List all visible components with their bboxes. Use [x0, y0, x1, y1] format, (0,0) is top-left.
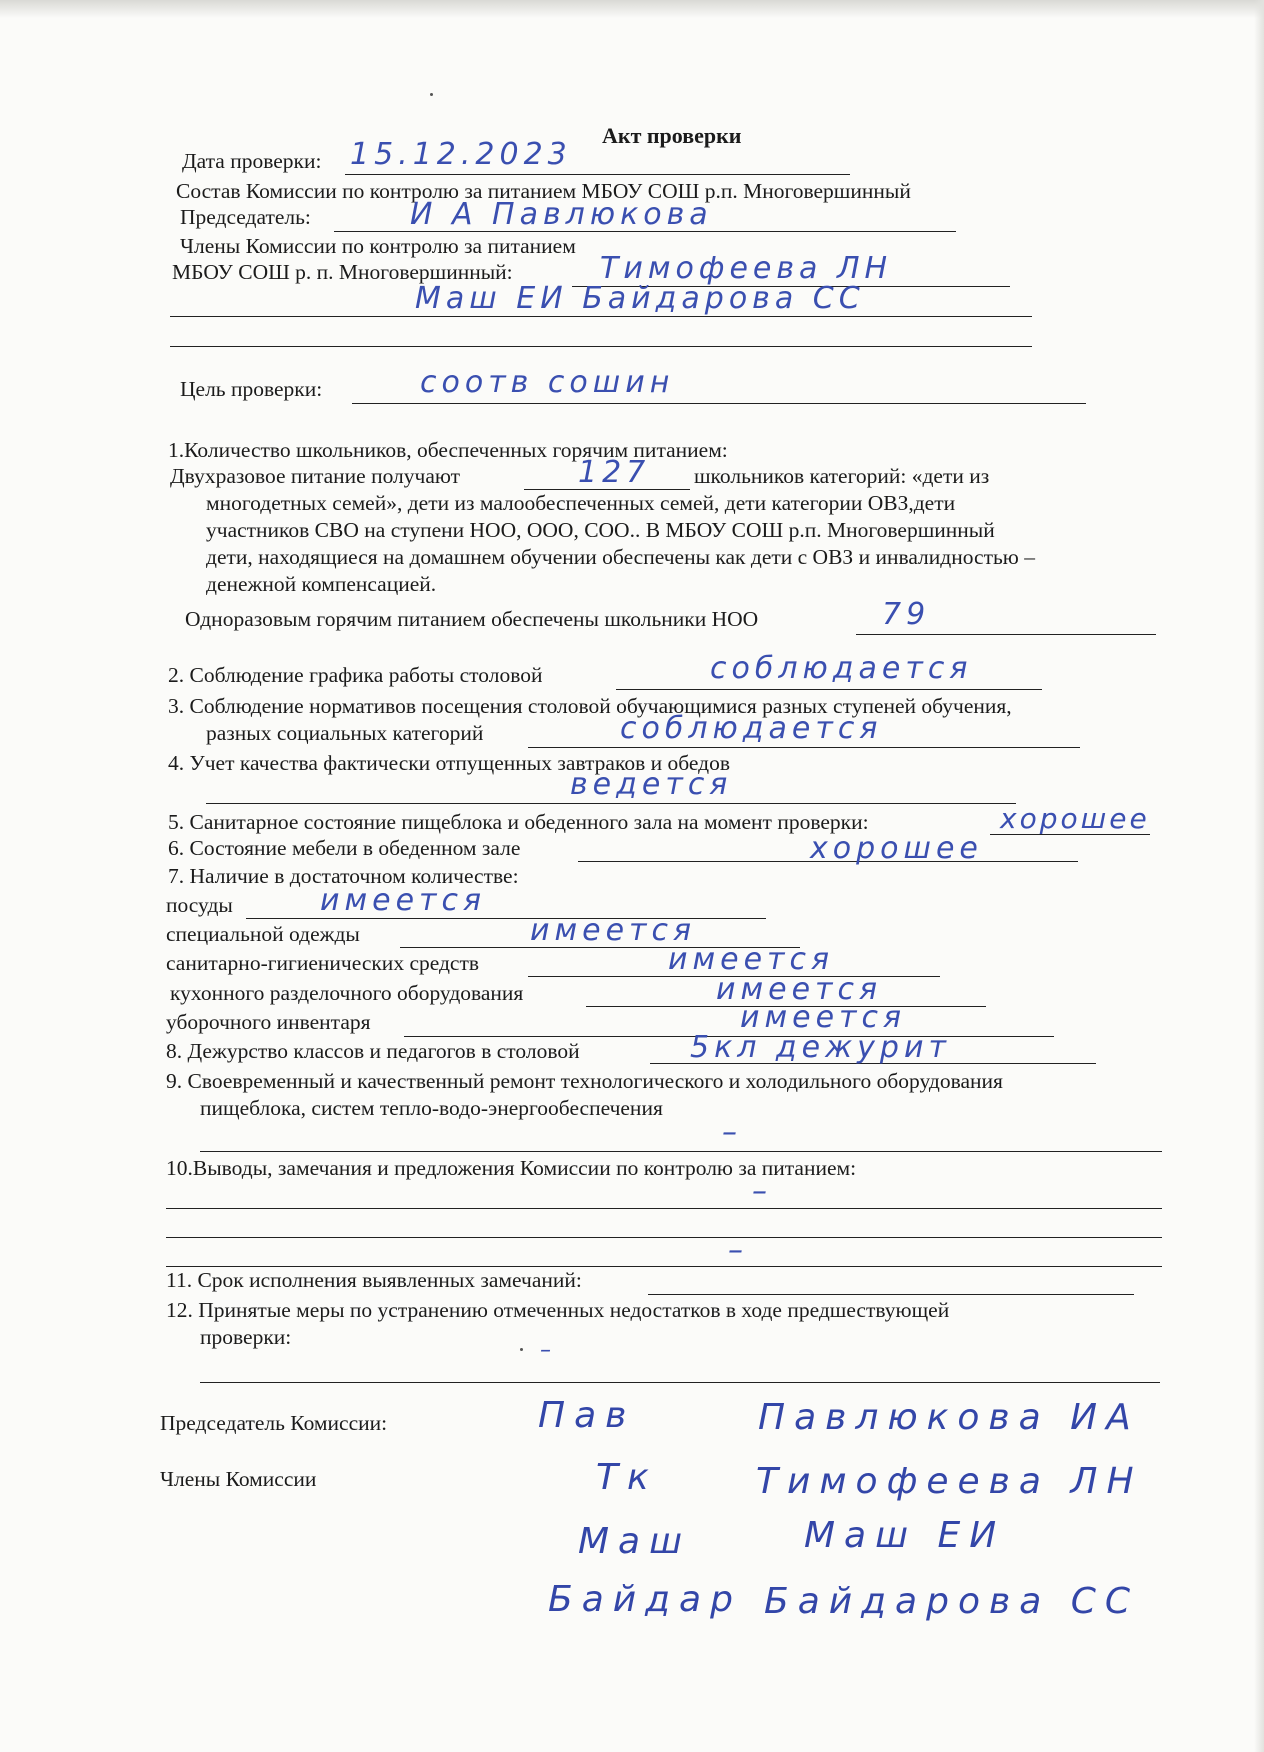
item7-heading: 7. Наличие в достаточном количестве:	[168, 864, 519, 888]
item2-label: 2. Соблюдение графика работы столовой	[168, 663, 543, 687]
scan-top-edge	[0, 0, 1264, 18]
item6-value: хорошее	[810, 831, 983, 866]
chairman-signature-name: Павлюкова ИА	[758, 1397, 1140, 1438]
item10-value1: –	[752, 1174, 772, 1209]
item10-heading: 10.Выводы, замечания и предложения Комиссии по контролю за питанием:	[166, 1156, 857, 1180]
item2-value: соблюдается	[710, 651, 973, 686]
item11-line	[648, 1294, 1134, 1295]
date-label: Дата проверки:	[182, 149, 322, 173]
item1-one-meal-line	[856, 634, 1156, 635]
members-line3	[170, 346, 1032, 347]
item5-value: хорошее	[1000, 802, 1150, 835]
chairman-label: Председатель:	[180, 205, 311, 229]
item2-line	[616, 689, 1042, 690]
item1-two-meal-suffix: школьников категорий: «дети из	[694, 464, 990, 488]
item7-row-label: уборочного инвентаря	[166, 1010, 371, 1034]
item1-text-line1: многодетных семей», дети из малообеспеченных семей, дети категории ОВЗ,дети	[206, 491, 956, 515]
member3-signature: Байдар	[548, 1579, 742, 1620]
scan-right-edge	[1254, 0, 1264, 1752]
item9-value: –	[722, 1115, 742, 1150]
item10-line3	[166, 1266, 1162, 1267]
item3-line1: 3. Соблюдение нормативов посещения столовой обучающимися разных ступеней обучения,	[168, 694, 1012, 718]
member1-signature-name: Тимофеева ЛН	[756, 1461, 1143, 1502]
commission-composition: Состав Комиссии по контролю за питанием МБОУ СОШ р.п. Многовершинный	[176, 179, 911, 203]
item1-one-meal-label: Одноразовым горячим питанием обеспечены школьники НОО	[185, 607, 759, 631]
document-title: Акт проверки	[602, 123, 742, 148]
members-label-line1: Члены Комиссии по контролю за питанием	[180, 234, 576, 258]
item5-label: 5. Санитарное состояние пищеблока и обеденного зала на момент проверки:	[168, 810, 869, 834]
item4-line	[206, 803, 1016, 804]
item10-line2	[166, 1237, 1162, 1238]
scan-speck	[520, 1348, 523, 1351]
date-line	[345, 174, 850, 175]
item7-row-label: санитарно-гигиенических средств	[166, 951, 480, 975]
item12-line1: 12. Принятые меры по устранению отмеченных недостатков в ходе предшествующей	[166, 1298, 950, 1322]
item7-row-label: посуды	[166, 893, 233, 917]
item7-row-value: имеется	[716, 972, 883, 1007]
member2-signature: Маш	[578, 1521, 692, 1562]
item7-row-value: имеется	[740, 1000, 907, 1035]
item3-line2: разных социальных категорий	[206, 721, 484, 745]
item7-row-label: кухонного разделочного оборудования	[170, 981, 524, 1005]
item9-line	[200, 1151, 1162, 1152]
item12-line	[200, 1382, 1160, 1383]
item11-label: 11. Срок исполнения выявленных замечаний:	[166, 1268, 582, 1292]
item1-one-meal-value: 79	[882, 597, 931, 632]
item12-value: –	[540, 1338, 556, 1363]
item7-row-label: специальной одежды	[166, 922, 360, 946]
members-line2	[170, 316, 1032, 317]
item9-line1: 9. Своевременный и качественный ремонт технологического и холодильного оборудования	[166, 1069, 1003, 1093]
item1-two-meal-label: Двухразовое питание получают	[170, 464, 461, 488]
item7-row-value: имеется	[530, 913, 697, 948]
item7-row-value: имеется	[668, 942, 835, 977]
item4-value: ведется	[570, 767, 733, 802]
purpose-label: Цель проверки:	[180, 377, 323, 401]
item1-two-meal-value: 127	[578, 455, 651, 490]
item6-label: 6. Состояние мебели в обеденном зале	[168, 836, 521, 860]
member2-signature-name: Маш ЕИ	[804, 1515, 1006, 1556]
chairman-value: И А Павлюкова	[410, 197, 713, 232]
item7-row-value: имеется	[320, 883, 487, 918]
member1-signature: Тк	[596, 1457, 658, 1498]
item12-line2: проверки:	[200, 1325, 292, 1349]
date-value: 15.12.2023	[350, 137, 572, 172]
item10-line1	[166, 1208, 1162, 1209]
item3-line	[528, 747, 1080, 748]
item1-text-line3: дети, находящиеся на домашнем обучении обеспечены как дети с ОВЗ и инвалидностью –	[206, 545, 1035, 569]
members-value1: Тимофеева ЛН	[600, 251, 893, 286]
member3-signature-name: Байдарова СС	[764, 1581, 1139, 1622]
item8-label: 8. Дежурство классов и педагогов в столовой	[166, 1039, 580, 1063]
item1-heading: 1.Количество школьников, обеспеченных горячим питанием:	[168, 438, 728, 462]
item1-text-line2: участников СВО на ступени НОО, ООО, СОО.. В МБОУ СОШ р.п. Многовершинный	[206, 518, 995, 542]
item10-value2: –	[728, 1233, 748, 1268]
signature-members-label: Члены Комиссии	[160, 1467, 317, 1491]
members-label-line2: МБОУ СОШ р. п. Многовершинный:	[172, 260, 513, 284]
item3-value: соблюдается	[620, 711, 883, 746]
item1-text-line4: денежной компенсацией.	[206, 572, 437, 596]
purpose-value: соотв сошин	[420, 365, 675, 400]
item4-label: 4. Учет качества фактически отпущенных завтраков и обедов	[168, 751, 730, 775]
scan-speck	[430, 93, 433, 96]
item9-line2: пищеблока, систем тепло-водо-энергообеспечения	[200, 1096, 663, 1120]
members-value2: Маш ЕИ Байдарова СС	[415, 281, 865, 316]
signature-chairman-label: Председатель Комиссии:	[160, 1411, 388, 1435]
item8-value: 5кл дежурит	[690, 1030, 951, 1065]
chairman-signature: Пав	[538, 1395, 636, 1436]
purpose-line	[352, 403, 1086, 404]
